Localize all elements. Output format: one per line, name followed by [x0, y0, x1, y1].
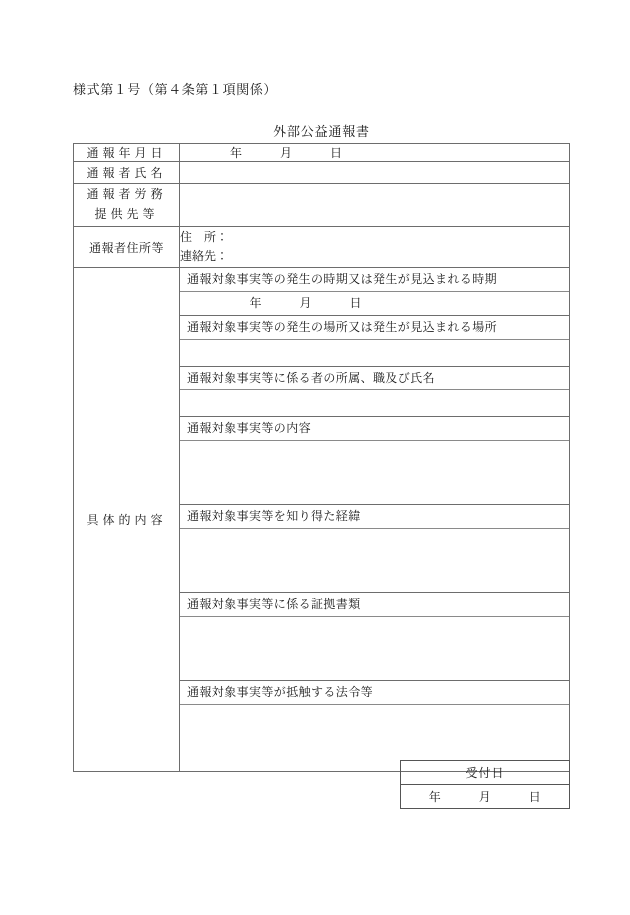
receipt-header-row [401, 761, 570, 785]
detail-answer-fact-content[interactable] [180, 441, 569, 505]
detail-answer-persons-involved[interactable] [180, 390, 569, 417]
table-row-reporter-name [74, 162, 570, 184]
row-value-reporter-address[interactable] [180, 227, 570, 268]
detail-answer-row-evidence [180, 616, 569, 680]
row-label-report-date: 通報年月日 [74, 144, 180, 162]
detail-answer-row-occurrence-place [180, 339, 569, 366]
detail-prompt-row-occurrence-time [180, 268, 569, 291]
detail-answer-row-how-learned [180, 528, 569, 592]
detail-prompt-occurrence-place: 通報対象事実等の発生の場所又は発生が見込まれる場所 [180, 315, 569, 339]
row-value-reporter-name[interactable] [180, 162, 570, 184]
receipt-date-row [401, 785, 570, 809]
detail-prompt-how-learned: 通報対象事実等を知り得た経緯 [180, 505, 569, 529]
row-label-reporter-address: 通報者住所等 [74, 227, 180, 268]
address-field-label: 住 所： [180, 230, 229, 245]
detail-prompt-row-persons-involved [180, 366, 569, 390]
table-row-reporter-workplace [74, 184, 570, 227]
detail-answer-occurrence-place[interactable] [180, 339, 569, 366]
row-label-details: 具体的内容 [74, 268, 180, 772]
row-value-report-date[interactable]: 年 月 日 [180, 144, 570, 162]
row-label-reporter-name: 通報者氏名 [74, 162, 180, 184]
detail-prompt-occurrence-time: 通報対象事実等の発生の時期又は発生が見込まれる時期 [180, 268, 569, 291]
form-number: 様式第１号（第４条第１項関係） [73, 82, 278, 97]
row-value-reporter-workplace[interactable] [180, 184, 570, 227]
detail-answer-row-occurrence-time [180, 291, 569, 315]
detail-answer-row-fact-content [180, 441, 569, 505]
detail-prompt-row-evidence [180, 592, 569, 616]
whistleblower-report-table [73, 143, 570, 772]
detail-answer-evidence[interactable] [180, 616, 569, 680]
receipt-date-field[interactable]: 年 月 日 [401, 785, 570, 809]
detail-answer-row-persons-involved [180, 390, 569, 417]
details-sub-table [180, 268, 569, 771]
table-row-details [74, 268, 570, 772]
details-cell [180, 268, 570, 772]
table-row-report-date [74, 144, 570, 162]
detail-prompt-row-occurrence-place [180, 315, 569, 339]
detail-prompt-fact-content: 通報対象事実等の内容 [180, 417, 569, 441]
row-label-reporter-workplace-line1: 通報者労務 [86, 187, 167, 202]
detail-answer-occurrence-time[interactable]: 年 月 日 [180, 291, 569, 315]
detail-prompt-row-laws-violated [180, 680, 569, 704]
receipt-box [400, 760, 570, 809]
detail-prompt-row-fact-content [180, 417, 569, 441]
receipt-header-label: 受付日 [401, 761, 570, 785]
detail-prompt-persons-involved: 通報対象事実等に係る者の所属、職及び氏名 [180, 366, 569, 390]
table-row-reporter-address [74, 227, 570, 268]
document-title: 外部公益通報書 [273, 124, 370, 139]
detail-answer-how-learned[interactable] [180, 528, 569, 592]
detail-prompt-row-how-learned [180, 505, 569, 529]
contact-field-label: 連絡先： [180, 249, 229, 263]
row-label-reporter-workplace-line2: 提供先等 [94, 207, 159, 221]
row-label-reporter-workplace [74, 184, 180, 227]
detail-prompt-evidence: 通報対象事実等に係る証拠書類 [180, 592, 569, 616]
detail-prompt-laws-violated: 通報対象事実等が抵触する法令等 [180, 680, 569, 704]
